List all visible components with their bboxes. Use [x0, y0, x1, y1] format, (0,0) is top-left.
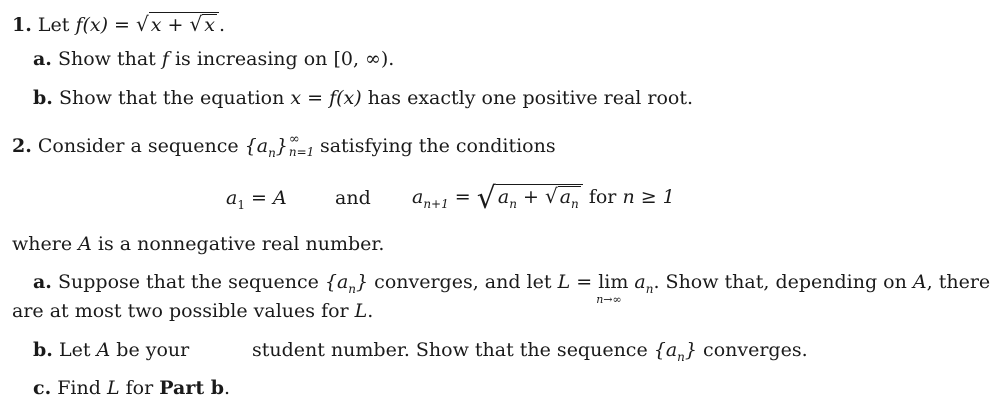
equation: x = f(x): [290, 87, 362, 109]
sequence-open: {a: [653, 339, 678, 361]
equals-A: = A: [251, 187, 287, 209]
period: .: [367, 300, 374, 322]
where-clause: [12, 235, 384, 254]
part-text: Suppose that the sequence: [57, 271, 319, 293]
part-text: Show that the equation: [58, 87, 285, 109]
condition-a1: [226, 187, 287, 212]
plus-sign: +: [523, 186, 539, 208]
conjunction-and: and: [335, 187, 371, 209]
part-text: are at most two possible values for: [12, 300, 349, 322]
problem-number: 1.: [12, 14, 32, 36]
part-1b: [33, 89, 693, 108]
where-text: is a nonnegative real number.: [97, 233, 385, 255]
part-2a: [33, 271, 990, 306]
sequence-notation: [653, 339, 697, 364]
part-text: be your: [116, 339, 190, 361]
term-a: a: [634, 271, 646, 293]
variable-A: A: [912, 271, 927, 293]
part-label: a.: [33, 48, 52, 70]
part-text: Let: [58, 339, 91, 361]
outer-square-root: [136, 12, 219, 36]
part-text: Show that: [57, 48, 156, 70]
sequence-close: }: [275, 135, 288, 157]
problem-text: Consider a sequence: [37, 135, 239, 157]
part-2b: [33, 341, 189, 360]
problem-text: Let: [37, 14, 70, 36]
part-text: student number. Show that the sequence: [252, 339, 648, 361]
variable-A: A: [96, 339, 111, 361]
function-definition: f(x) =: [75, 14, 130, 36]
problem-1-statement: [12, 12, 225, 36]
subscript: 1: [237, 197, 245, 212]
part-text: Find: [57, 377, 101, 399]
subscript: n: [645, 281, 654, 296]
part-label: a.: [33, 271, 52, 293]
lim-subscript: n→∞: [596, 293, 622, 306]
index-condition: n ≥ 1: [622, 186, 675, 208]
part-text: converges.: [703, 339, 808, 361]
period: .: [224, 377, 231, 399]
part-reference: Part b: [159, 377, 225, 399]
part-text: converges, and let: [374, 271, 552, 293]
inner-radicand: x: [204, 14, 215, 36]
limit-equation: L =: [557, 271, 593, 293]
part-1a: [33, 50, 394, 69]
subscript: n: [509, 196, 517, 211]
interval: [0, ∞): [333, 48, 389, 70]
subscript: n: [348, 281, 357, 296]
part-2a-continued: [12, 302, 373, 321]
subscript: n: [268, 145, 276, 160]
sequence-notation: [244, 132, 315, 160]
equals-sign: =: [454, 186, 471, 208]
subscript: n+1: [423, 196, 449, 211]
limit-operator: [596, 271, 629, 306]
radical-sign-icon: √: [544, 184, 558, 208]
lim-text: lim: [598, 271, 629, 293]
variable-A: A: [78, 233, 92, 255]
superscript-infinity: ∞: [288, 132, 300, 147]
part-text: is increasing on: [174, 48, 328, 70]
radical-sign-icon: √: [476, 181, 496, 216]
term-a: a: [559, 186, 572, 208]
outer-radicand: x +: [150, 14, 184, 36]
radical-sign-icon: √: [136, 12, 149, 36]
radical-sign-icon: √: [189, 12, 203, 36]
part-label: b.: [33, 339, 53, 361]
sequence-close: }: [684, 339, 697, 361]
sequence-close: }: [356, 271, 369, 293]
problem-2-statement: [12, 132, 556, 160]
sequence-open: {a: [324, 271, 349, 293]
where-text: where: [12, 233, 73, 255]
term-a: a: [497, 186, 510, 208]
part-label: c.: [33, 377, 52, 399]
subscript-index: n=1: [288, 145, 315, 159]
sequence-notation: [324, 271, 369, 296]
function-symbol: f: [161, 48, 169, 70]
problem-text: satisfying the conditions: [319, 135, 556, 157]
part-label: b.: [33, 87, 53, 109]
problem-number: 2.: [12, 135, 32, 157]
part-2c: [33, 379, 230, 398]
part-text: , there: [926, 271, 990, 293]
variable-L: L: [106, 377, 120, 399]
part-text: for: [125, 377, 154, 399]
sequence-open: {a: [244, 135, 269, 157]
part-text: has exactly one positive real root.: [367, 87, 694, 109]
part-2b-continued: [252, 339, 808, 364]
subscript: n: [571, 196, 579, 211]
for-text: for: [588, 186, 617, 208]
variable-L: L: [354, 300, 368, 322]
period: .: [388, 48, 395, 70]
part-text: . Show that, depending on: [653, 271, 907, 293]
term-a: a: [412, 186, 424, 208]
subscript: n: [677, 349, 685, 364]
outer-square-root: [476, 181, 583, 216]
recurrence-relation: [412, 181, 675, 216]
period: .: [218, 14, 226, 36]
term-a: a: [226, 187, 238, 209]
